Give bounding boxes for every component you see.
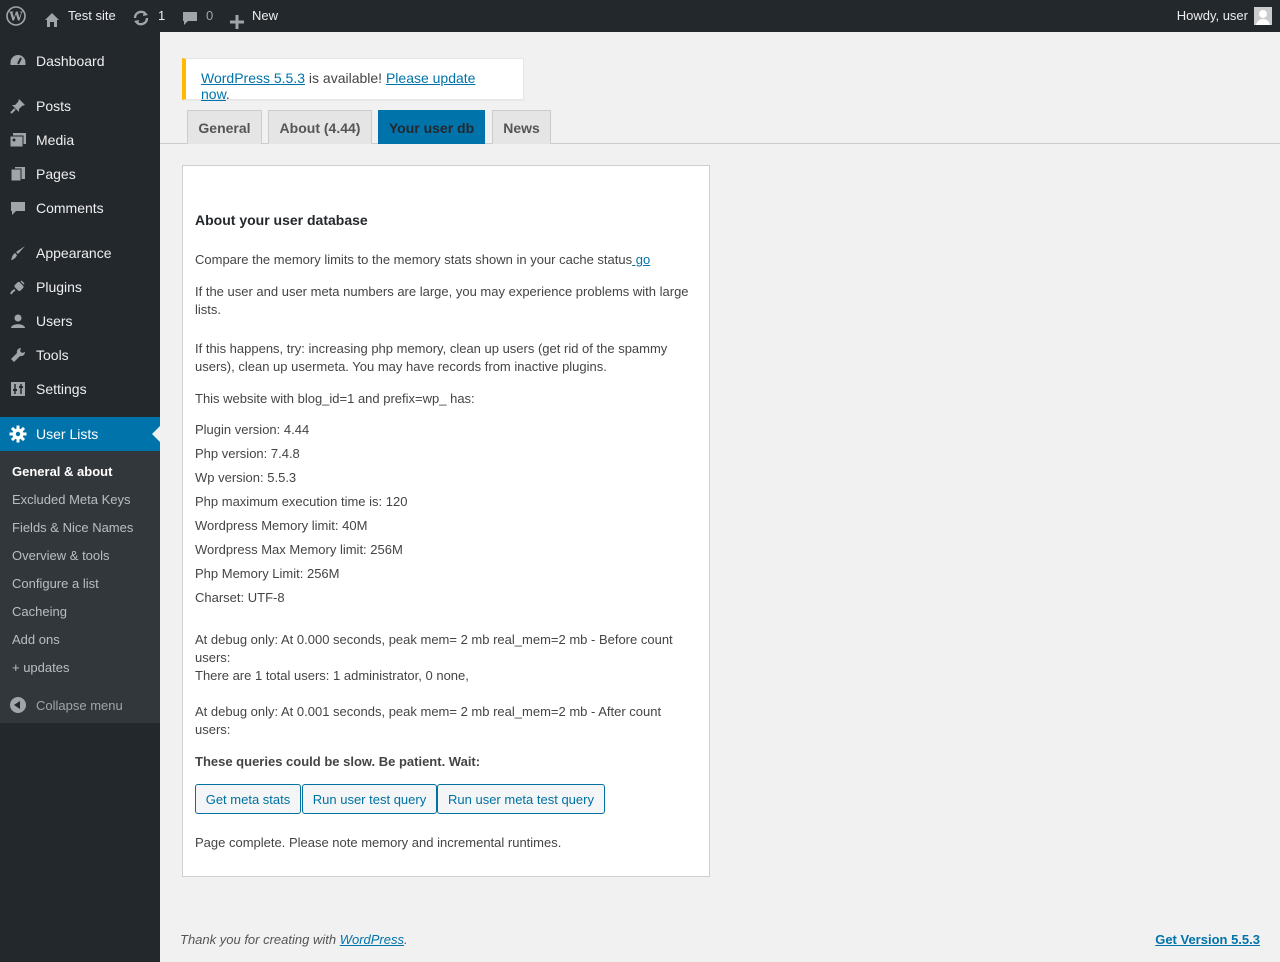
wordpress-version-link[interactable]: WordPress 5.5.3 bbox=[201, 70, 306, 86]
dashboard-icon bbox=[9, 53, 27, 69]
get-meta-stats-button[interactable]: Get meta stats bbox=[195, 784, 301, 814]
footer-wordpress-link[interactable]: WordPress bbox=[339, 932, 404, 947]
sidebar-item-users[interactable]: Users bbox=[0, 304, 160, 338]
slow-queries-warning: These queries could be slow. Be patient. Wait: bbox=[195, 754, 481, 769]
website-paragraph: This website with blog_id=1 and prefix=wp_ has: bbox=[195, 391, 475, 406]
sidebar-item-plugins[interactable]: Plugins bbox=[0, 270, 160, 304]
sidebar-item-dashboard[interactable]: Dashboard bbox=[0, 44, 160, 78]
notice-end: . bbox=[225, 86, 230, 102]
my-account-link[interactable] bbox=[1177, 0, 1272, 32]
page-complete-text: Page complete. Please note memory and incremental runtimes. bbox=[195, 835, 562, 850]
tab-your-user-db[interactable]: Your user db bbox=[378, 110, 485, 144]
stat-charset: Charset: UTF-8 bbox=[195, 590, 285, 605]
sidebar-item-settings[interactable]: Settings bbox=[0, 372, 160, 406]
new-label: New bbox=[252, 8, 279, 23]
user-icon bbox=[9, 313, 27, 329]
avatar bbox=[1254, 7, 1272, 25]
get-version-link[interactable]: Get Version 5.5.3 bbox=[1155, 932, 1260, 947]
stat-wp-memory-limit: Wordpress Memory limit: 40M bbox=[195, 518, 368, 533]
refresh-icon bbox=[132, 7, 150, 25]
debug-after-count: At debug only: At 0.001 seconds, peak mem= 2 mb real_mem=2 mb - After count users: bbox=[195, 704, 662, 737]
stat-plugin-version: Plugin version: 4.44 bbox=[195, 422, 310, 437]
tab-about[interactable]: About (4.44) bbox=[268, 110, 372, 144]
svg-text:W: W bbox=[9, 9, 23, 24]
pages-icon bbox=[9, 166, 27, 182]
submenu-excluded-meta-keys[interactable]: Excluded Meta Keys bbox=[12, 492, 131, 507]
try-paragraph: If this happens, try: increasing php memory, clean up users (get rid of the spammy users), clean up usermeta. You may have records from inactive plugins. bbox=[195, 341, 668, 374]
updates-count: 1 bbox=[158, 8, 166, 23]
collapse-arrow-icon bbox=[10, 697, 26, 713]
sidebar-item-media[interactable]: Media bbox=[0, 123, 160, 157]
collapse-menu-button[interactable]: Collapse menu bbox=[0, 688, 160, 722]
sidebar-item-appearance[interactable]: Appearance bbox=[0, 236, 160, 270]
user-db-panel bbox=[182, 165, 710, 877]
sidebar-item-tools[interactable]: Tools bbox=[0, 338, 160, 372]
site-name: Test site bbox=[68, 8, 116, 23]
site-name-link[interactable] bbox=[44, 0, 116, 32]
home-icon bbox=[44, 8, 60, 24]
comments-count: 0 bbox=[206, 8, 214, 23]
submenu-add-ons[interactable]: Add ons bbox=[12, 632, 60, 647]
sidebar-item-comments[interactable]: Comments bbox=[0, 191, 160, 225]
sidebar-item-posts[interactable]: Posts bbox=[0, 89, 160, 123]
run-user-meta-test-query-button[interactable]: Run user meta test query bbox=[437, 784, 605, 814]
updates-link[interactable] bbox=[132, 0, 165, 32]
total-users-text: There are 1 total users: 1 administrator, 0 none, bbox=[195, 668, 469, 683]
submenu-cacheing[interactable]: Cacheing bbox=[12, 604, 67, 619]
submenu-general-about[interactable]: General & about bbox=[12, 464, 113, 479]
footer-version bbox=[1155, 932, 1260, 947]
user-lists-submenu bbox=[0, 451, 160, 723]
sidebar-item-user-lists[interactable]: User Lists bbox=[0, 417, 160, 451]
submenu-overview-tools[interactable]: Overview & tools bbox=[12, 548, 110, 563]
tab-news[interactable]: News bbox=[492, 110, 551, 144]
wrench-icon bbox=[9, 347, 27, 363]
gear-icon bbox=[9, 426, 27, 442]
media-icon bbox=[9, 132, 27, 148]
cache-status-go-link[interactable]: go bbox=[632, 252, 651, 267]
stat-php-version: Php version: 7.4.8 bbox=[195, 446, 300, 461]
stat-wp-version: Wp version: 5.5.3 bbox=[195, 470, 297, 485]
large-lists-paragraph: If the user and user meta numbers are large, you may experience problems with large lists. bbox=[195, 284, 689, 317]
submenu-fields-nice-names[interactable]: Fields & Nice Names bbox=[12, 520, 134, 535]
stat-php-exec-time: Php maximum execution time is: 120 bbox=[195, 494, 408, 509]
comments-link[interactable] bbox=[181, 0, 213, 32]
stat-php-memory-limit: Php Memory Limit: 256M bbox=[195, 566, 340, 581]
sliders-icon bbox=[9, 381, 27, 397]
submenu-configure-list[interactable]: Configure a list bbox=[12, 576, 99, 591]
debug-before-count: At debug only: At 0.000 seconds, peak mem= 2 mb real_mem=2 mb - Before count users: bbox=[195, 632, 673, 665]
compare-paragraph: Compare the memory limits to the memory stats shown in your cache status go bbox=[195, 252, 651, 267]
footer-thanks: Thank you for creating with WordPress. bbox=[180, 932, 408, 947]
tab-general[interactable]: General bbox=[187, 110, 262, 144]
new-content-link[interactable] bbox=[230, 0, 278, 32]
sidebar-item-pages[interactable]: Pages bbox=[0, 157, 160, 191]
admin-bar bbox=[0, 0, 1280, 32]
panel-heading: About your user database bbox=[195, 212, 368, 228]
run-user-test-query-button[interactable]: Run user test query bbox=[302, 784, 437, 814]
wordpress-logo-icon[interactable] bbox=[6, 0, 26, 32]
plus-icon bbox=[230, 9, 244, 23]
admin-sidebar bbox=[0, 32, 160, 962]
submenu-updates[interactable]: + updates bbox=[12, 660, 70, 675]
stat-wp-max-memory: Wordpress Max Memory limit: 256M bbox=[195, 542, 403, 557]
update-now-link[interactable]: Please update now bbox=[201, 70, 476, 102]
nav-tabs bbox=[160, 110, 1280, 144]
howdy-text: Howdy, user bbox=[1176, 8, 1248, 23]
notice-text: is available! bbox=[305, 70, 386, 86]
plug-icon bbox=[9, 279, 27, 295]
comment-icon bbox=[181, 7, 199, 25]
comment-icon bbox=[9, 200, 27, 216]
pushpin-icon bbox=[9, 98, 27, 114]
update-notice bbox=[182, 58, 524, 100]
brush-icon bbox=[9, 245, 27, 261]
